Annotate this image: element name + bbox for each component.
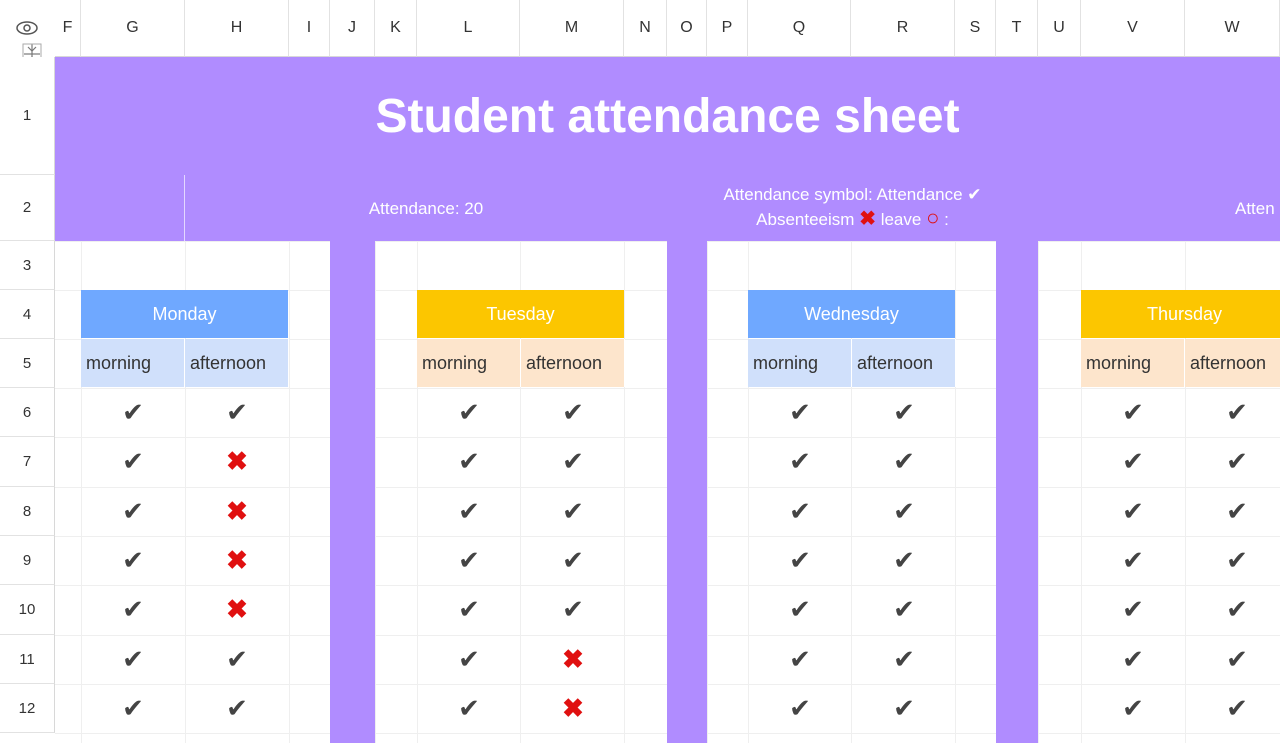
attendance-check-mark[interactable]: ✔ xyxy=(789,446,811,477)
attendance-check-mark[interactable]: ✔ xyxy=(226,692,248,723)
column-header[interactable]: I xyxy=(289,0,330,57)
separator-band-1 xyxy=(330,241,375,743)
row-header[interactable]: 5 xyxy=(0,339,55,388)
column-header[interactable]: U xyxy=(1038,0,1081,57)
column-header[interactable]: H xyxy=(185,0,289,57)
attendance-check-mark[interactable]: ✔ xyxy=(893,643,915,674)
attendance-check-mark[interactable]: ✔ xyxy=(893,544,915,575)
column-header[interactable]: M xyxy=(520,0,624,57)
afternoon-header[interactable]: afternoon xyxy=(1185,339,1280,387)
attendance-check-mark[interactable]: ✔ xyxy=(789,397,811,427)
attendance-check-mark[interactable]: ✔ xyxy=(226,397,248,427)
sheet-title[interactable]: Student attendance sheet xyxy=(375,89,960,143)
column-header[interactable]: Q xyxy=(748,0,851,57)
morning-header[interactable]: morning xyxy=(81,339,185,387)
day-header-tuesday[interactable]: Tuesday xyxy=(417,290,624,338)
legend-leave-symbol: ○ xyxy=(926,205,940,230)
day-header-wednesday[interactable]: Wednesday xyxy=(748,290,955,338)
attendance-check-mark[interactable]: ✔ xyxy=(458,544,480,575)
attendance-check-mark[interactable]: ✔ xyxy=(1122,544,1144,575)
column-header[interactable]: P xyxy=(707,0,748,57)
attendance-check-mark[interactable]: ✔ xyxy=(122,594,144,625)
legend-absent-label: Absenteeism xyxy=(756,210,855,229)
attendance-check-mark[interactable]: ✔ xyxy=(1122,594,1144,625)
row-header[interactable]: 8 xyxy=(0,487,55,536)
attendance-check-mark[interactable]: ✔ xyxy=(1226,594,1248,625)
legend-leave-label: leave xyxy=(880,210,922,229)
row-header[interactable]: 6 xyxy=(0,388,55,437)
symbol-legend[interactable] xyxy=(667,183,1038,238)
day-header-thursday[interactable]: Thursday xyxy=(1081,290,1280,338)
attendance-check-mark[interactable]: ✔ xyxy=(789,643,811,674)
attendance-count-label-2[interactable]: Atten xyxy=(1235,198,1275,218)
attendance-check-mark[interactable]: ✔ xyxy=(893,692,915,723)
attendance-check-mark[interactable]: ✔ xyxy=(893,397,915,427)
row-header[interactable]: 11 xyxy=(0,635,55,684)
attendance-check-mark[interactable]: ✔ xyxy=(562,397,584,427)
attendance-check-mark[interactable]: ✔ xyxy=(458,446,480,477)
attendance-check-mark[interactable]: ✔ xyxy=(893,446,915,477)
separator-band-2 xyxy=(667,241,707,743)
attendance-check-mark[interactable]: ✔ xyxy=(226,643,248,674)
attendance-check-mark[interactable]: ✔ xyxy=(1226,692,1248,723)
attendance-check-mark[interactable]: ✔ xyxy=(1122,692,1144,723)
attendance-check-mark[interactable]: ✔ xyxy=(893,594,915,625)
attendance-check-mark[interactable]: ✔ xyxy=(458,643,480,674)
absent-mark[interactable]: ✖ xyxy=(226,495,248,526)
morning-header[interactable]: morning xyxy=(417,339,521,387)
attendance-check-mark[interactable]: ✔ xyxy=(458,495,480,526)
attendance-check-mark[interactable]: ✔ xyxy=(789,594,811,625)
row-header[interactable]: 7 xyxy=(0,437,55,487)
attendance-check-mark[interactable]: ✔ xyxy=(1226,544,1248,575)
legend-absent-symbol: ✖ xyxy=(859,208,876,230)
row-header[interactable]: 12 xyxy=(0,684,55,733)
day-header-monday[interactable]: Monday xyxy=(81,290,288,338)
attendance-check-mark[interactable]: ✔ xyxy=(789,544,811,575)
attendance-check-mark[interactable]: ✔ xyxy=(122,495,144,526)
column-header[interactable]: K xyxy=(375,0,417,57)
attendance-check-mark[interactable]: ✔ xyxy=(1122,397,1144,427)
attendance-check-mark[interactable]: ✔ xyxy=(893,495,915,526)
attendance-check-mark[interactable]: ✔ xyxy=(562,446,584,477)
legend-line1: Attendance symbol: Attendance ✔ xyxy=(723,185,982,204)
morning-header[interactable]: morning xyxy=(748,339,852,387)
attendance-check-mark[interactable]: ✔ xyxy=(1226,397,1248,427)
absent-mark[interactable]: ✖ xyxy=(562,643,584,674)
attendance-check-mark[interactable]: ✔ xyxy=(122,397,144,427)
afternoon-header[interactable]: afternoon xyxy=(852,339,956,387)
column-header[interactable]: N xyxy=(624,0,667,57)
attendance-check-mark[interactable]: ✔ xyxy=(1226,643,1248,674)
column-header[interactable]: J xyxy=(330,0,375,57)
attendance-check-mark[interactable]: ✔ xyxy=(562,594,584,625)
afternoon-header[interactable]: afternoon xyxy=(185,339,289,387)
column-header[interactable]: S xyxy=(955,0,996,57)
column-header[interactable]: G xyxy=(81,0,185,57)
attendance-check-mark[interactable]: ✔ xyxy=(458,692,480,723)
column-header[interactable]: F xyxy=(55,0,81,57)
column-header[interactable]: W xyxy=(1185,0,1280,57)
attendance-check-mark[interactable]: ✔ xyxy=(122,643,144,674)
attendance-check-mark[interactable]: ✔ xyxy=(1226,446,1248,477)
row-header[interactable]: 3 xyxy=(0,241,55,290)
row-header[interactable]: 4 xyxy=(0,290,55,339)
row-header[interactable]: 9 xyxy=(0,536,55,585)
morning-header[interactable]: morning xyxy=(1081,339,1185,387)
column-header[interactable]: O xyxy=(667,0,707,57)
absent-mark[interactable]: ✖ xyxy=(226,446,248,477)
absent-mark[interactable]: ✖ xyxy=(562,692,584,723)
attendance-check-mark[interactable]: ✔ xyxy=(789,495,811,526)
absent-mark[interactable]: ✖ xyxy=(226,544,248,575)
column-header[interactable]: L xyxy=(417,0,520,57)
attendance-check-mark[interactable]: ✔ xyxy=(789,692,811,723)
attendance-check-mark[interactable]: ✔ xyxy=(1122,643,1144,674)
row-header[interactable]: 2 xyxy=(0,175,55,241)
legend-colon: : xyxy=(944,210,949,229)
attendance-check-mark[interactable]: ✔ xyxy=(562,495,584,526)
attendance-check-mark[interactable]: ✔ xyxy=(1122,446,1144,477)
attendance-check-mark[interactable]: ✔ xyxy=(458,594,480,625)
eye-icon[interactable] xyxy=(15,18,39,38)
afternoon-header[interactable]: afternoon xyxy=(521,339,625,387)
column-header[interactable]: R xyxy=(851,0,955,57)
attendance-check-mark[interactable]: ✔ xyxy=(122,544,144,575)
attendance-check-mark[interactable]: ✔ xyxy=(1122,495,1144,526)
column-header[interactable]: V xyxy=(1081,0,1185,57)
attendance-check-mark[interactable]: ✔ xyxy=(122,692,144,723)
row-header[interactable]: 1 xyxy=(0,57,55,175)
separator-band-3 xyxy=(996,241,1038,743)
attendance-check-mark[interactable]: ✔ xyxy=(1226,495,1248,526)
attendance-check-mark[interactable]: ✔ xyxy=(458,397,480,427)
absent-mark[interactable]: ✖ xyxy=(226,594,248,625)
row-header[interactable]: 10 xyxy=(0,585,55,635)
attendance-count-label[interactable]: Attendance: 20 xyxy=(368,198,484,218)
attendance-check-mark[interactable]: ✔ xyxy=(122,446,144,477)
attendance-check-mark[interactable]: ✔ xyxy=(562,544,584,575)
column-header[interactable]: T xyxy=(996,0,1038,57)
